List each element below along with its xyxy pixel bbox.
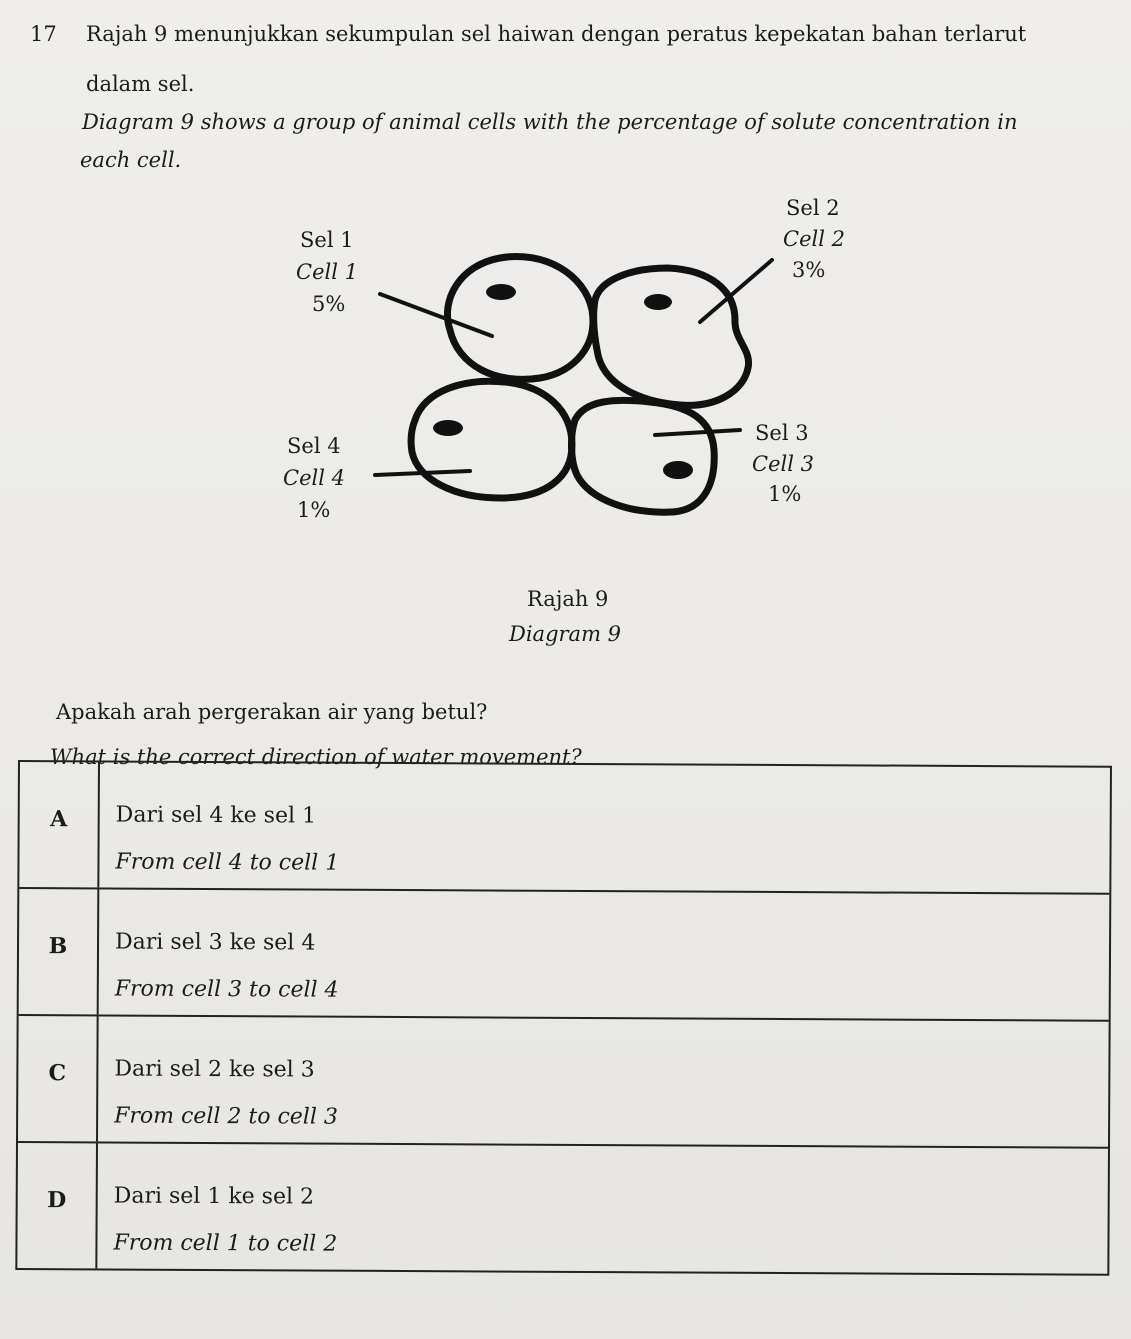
cell-3-nucleus — [663, 461, 693, 479]
cell-4-nucleus — [433, 420, 463, 436]
prompt-english: What is the correct direction of water movement? — [50, 745, 582, 769]
option-c-malay: Dari sel 2 ke sel 3 — [114, 1056, 315, 1083]
option-d-english: From cell 1 to cell 2 — [113, 1230, 338, 1257]
diagram-caption-ms: Rajah 9 — [527, 587, 609, 611]
stem-malay-line-1: Rajah 9 menunjukkan sekumpulan sel haiwan dengan peratus kepekatan bahan terlarut — [86, 22, 1027, 46]
option-d-malay: Dari sel 1 ke sel 2 — [113, 1183, 315, 1210]
option-b-english: From cell 3 to cell 4 — [114, 976, 339, 1003]
option-b-malay: Dari sel 3 ke sel 4 — [114, 929, 316, 956]
cell-3-label-ms: Sel 3 — [755, 421, 809, 445]
option-d-text — [97, 1143, 1108, 1273]
option-b[interactable] — [19, 887, 1110, 1020]
cell-3-label-en: Cell 3 — [752, 452, 814, 476]
cell-1-pointer — [380, 294, 492, 336]
cell-4-pointer — [375, 471, 470, 475]
cell-2-label-ms: Sel 2 — [786, 196, 840, 220]
cell-4-label-en: Cell 4 — [283, 466, 345, 490]
option-a[interactable] — [19, 762, 1110, 893]
cell-4-concentration: 1% — [297, 498, 331, 522]
option-c-text — [98, 1016, 1109, 1146]
option-b-letter: B — [19, 889, 100, 1014]
option-a-letter: A — [19, 762, 100, 887]
stem-english-line-2: each cell. — [80, 148, 182, 172]
option-a-english: From cell 4 to cell 1 — [115, 849, 340, 876]
cell-1-concentration: 5% — [312, 292, 346, 316]
cell-4-label-ms: Sel 4 — [287, 434, 341, 458]
cell-3-concentration: 1% — [768, 482, 802, 506]
option-c[interactable] — [18, 1014, 1109, 1147]
cell-3-outline — [571, 400, 714, 512]
cell-diagram — [0, 0, 1131, 560]
cell-1-outline — [447, 257, 592, 380]
cell-2-label-en: Cell 2 — [783, 227, 845, 251]
cell-2-concentration: 3% — [792, 258, 826, 282]
diagram-caption-en: Diagram 9 — [509, 622, 622, 646]
stem-malay-line-2: dalam sel. — [86, 72, 195, 96]
option-c-english: From cell 2 to cell 3 — [114, 1103, 338, 1130]
answer-options — [15, 760, 1118, 1326]
cell-1-nucleus — [486, 284, 516, 300]
option-a-malay: Dari sel 4 ke sel 1 — [115, 802, 317, 829]
cell-1-label-ms: Sel 1 — [300, 228, 354, 252]
cell-1-label-en: Cell 1 — [296, 260, 358, 284]
option-d-letter: D — [17, 1143, 98, 1268]
cell-2-outline — [594, 268, 749, 405]
cell-4-outline — [411, 381, 572, 498]
option-b-text — [99, 889, 1110, 1019]
question-number: 17 — [30, 22, 57, 46]
option-d[interactable] — [17, 1141, 1108, 1274]
cell-2-nucleus — [644, 294, 672, 310]
options-table — [15, 760, 1112, 1276]
cell-3-pointer — [655, 430, 740, 435]
option-a-text — [99, 762, 1110, 892]
option-c-letter: C — [18, 1016, 99, 1141]
prompt-malay: Apakah arah pergerakan air yang betul? — [56, 700, 488, 724]
stem-english-line-1: Diagram 9 shows a group of animal cells with the percentage of solute concentration in — [82, 110, 1018, 134]
